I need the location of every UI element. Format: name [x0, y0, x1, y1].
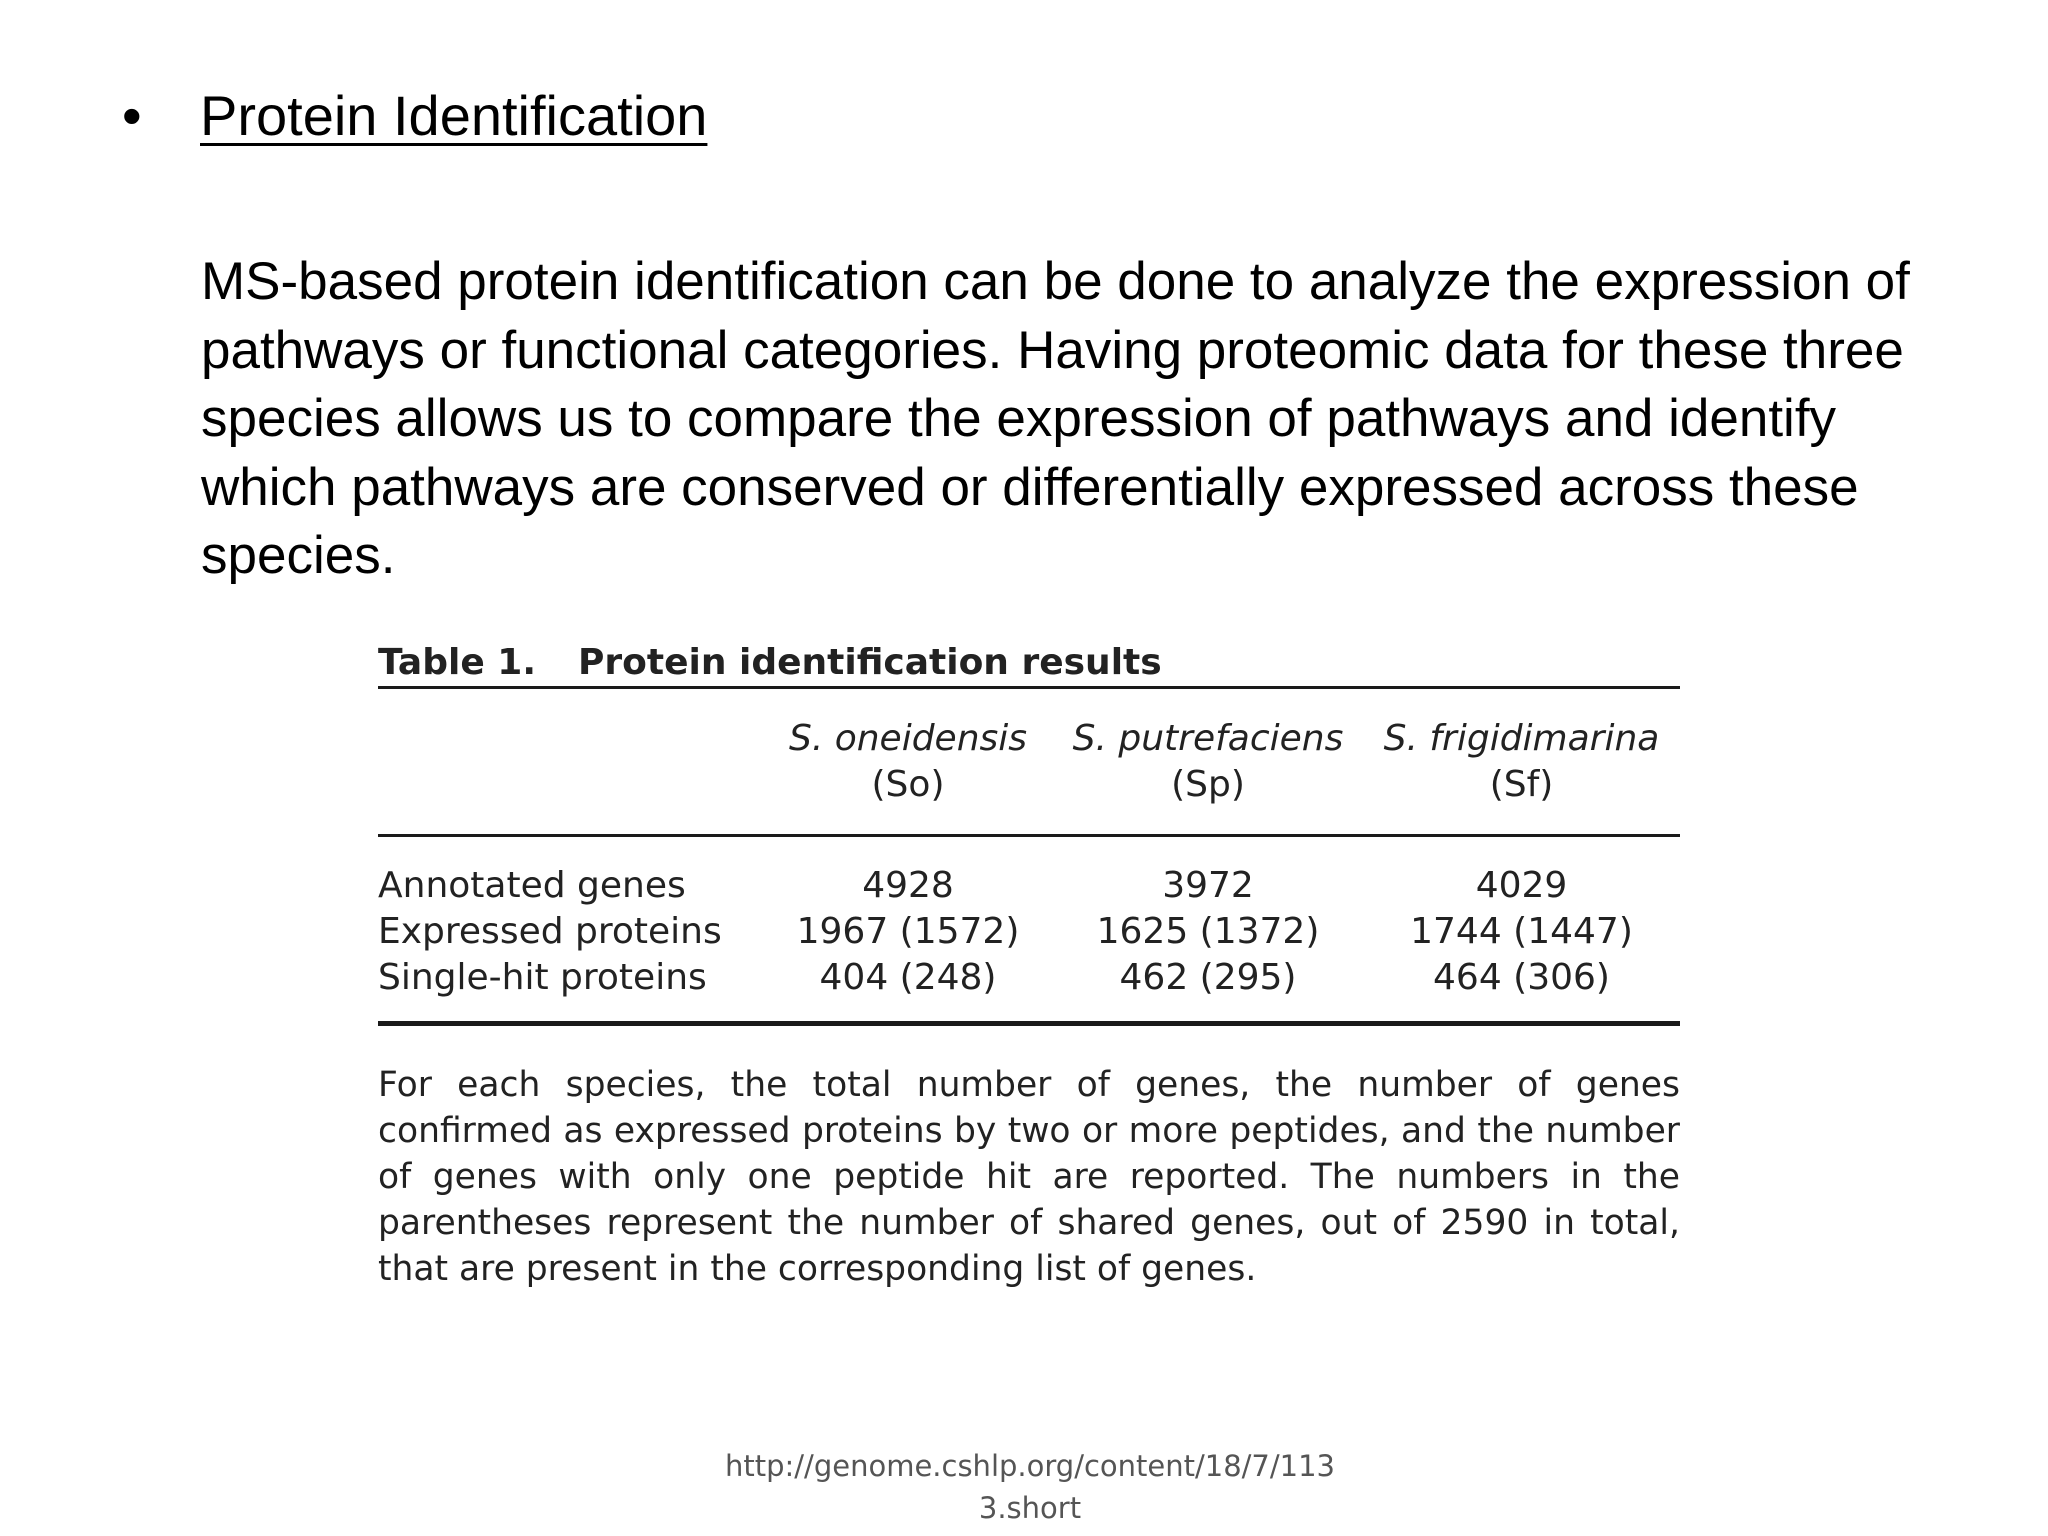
body-paragraph: MS-based protein identification can be done to analyze the expression of pathways or functional categories. Having proteomic data for these three species allows us to compare the expression of pathways and identify which pathways are conserved or differentially expressed across these species.: [201, 252, 1910, 585]
table-row: [378, 955, 1680, 1001]
table-cell: 404 (248): [819, 957, 997, 998]
table-bottom-rule: [378, 1021, 1680, 1026]
table-body: [378, 837, 1680, 1021]
column-header-sf: [1363, 716, 1680, 808]
source-url-line-1: http://genome.cshlp.org/content/18/7/113: [724, 1449, 1336, 1483]
table-cell: 1625 (1372): [1096, 911, 1320, 952]
table-row: [378, 863, 1680, 909]
table-cell: 4029: [1475, 865, 1568, 906]
species-abbr: (Sf): [1489, 763, 1554, 805]
results-table: [378, 640, 1680, 1292]
table-cell: 3972: [1162, 865, 1254, 906]
species-abbr: (Sp): [1171, 763, 1245, 805]
species-abbr: (So): [871, 763, 945, 805]
table-cell: 462 (295): [1119, 957, 1297, 998]
table-cell: 1744 (1447): [1410, 911, 1633, 952]
bullet-marker: •: [122, 84, 142, 147]
column-header-sp: [1053, 716, 1363, 808]
slide-heading: Protein Identification: [200, 84, 708, 147]
table-title: [378, 640, 1680, 686]
species-name: S. putrefaciens: [1072, 717, 1344, 759]
source-citation: [640, 1445, 1420, 1529]
table-cell: 1967 (1572): [796, 911, 1020, 952]
row-label: Single-hit proteins: [378, 957, 707, 998]
source-url-line-2: 3.short: [978, 1491, 1082, 1525]
table-caption: For each species, the total number of genes, the number of genes confirmed as expressed proteins by two or more peptides, and the number of genes with only one peptide hit are reported. The numbers in the parentheses represent the number of shared genes, out of 2590 in total, that are present in the corresponding list of genes.: [378, 1065, 1680, 1289]
column-header-so: [763, 716, 1053, 808]
table-row: [378, 909, 1680, 955]
table-cell: 4928: [862, 865, 954, 906]
table-number: Table 1.: [378, 642, 536, 683]
species-name: S. oneidensis: [788, 717, 1028, 759]
table-header-row: [378, 689, 1680, 834]
row-label: Expressed proteins: [378, 911, 722, 952]
row-label: Annotated genes: [378, 865, 686, 906]
table-title-text: Protein identification results: [578, 642, 1162, 683]
species-name: S. frigidimarina: [1383, 717, 1660, 759]
table-cell: 464 (306): [1433, 957, 1610, 998]
